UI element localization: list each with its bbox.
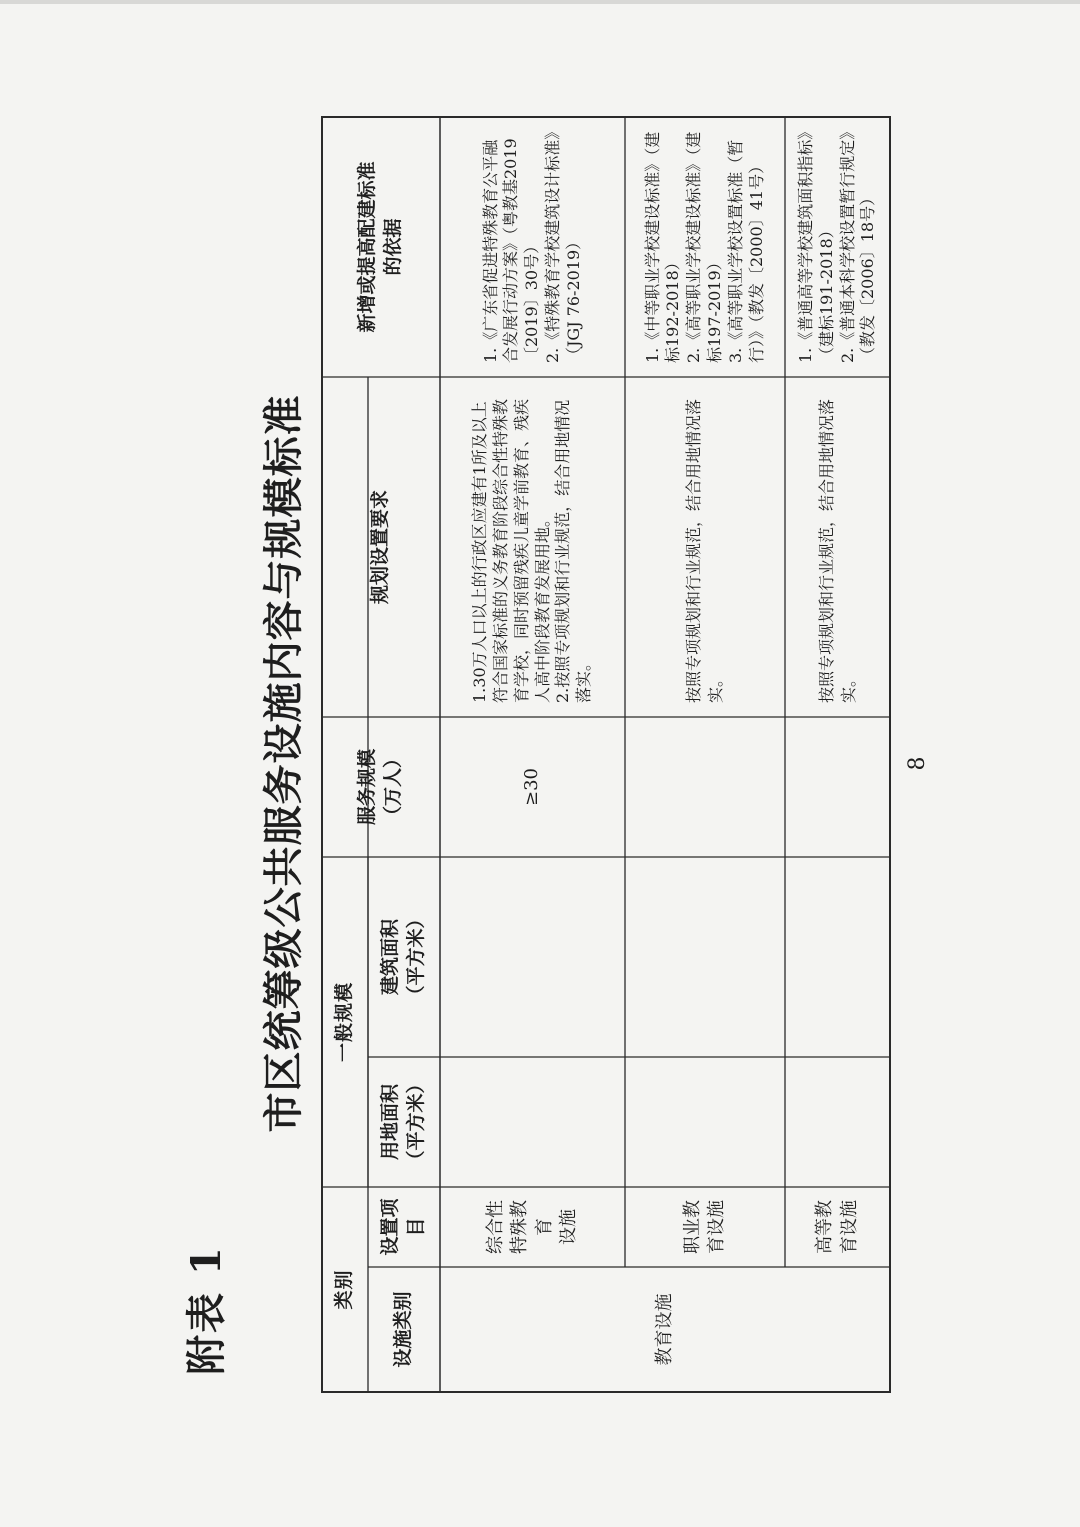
header-category: 类别 xyxy=(333,1269,356,1310)
header-service-scale: 服务规模 （万人） xyxy=(356,749,404,826)
header-item: 设置项目 xyxy=(379,1198,427,1256)
header-land-area: 用地面积 （平方米） xyxy=(379,1074,427,1170)
row-1-land-area xyxy=(440,1057,625,1187)
header-building-area: 建筑面积 （平方米） xyxy=(379,909,427,1005)
row-3-land-area xyxy=(785,1057,890,1187)
page-number: 8 xyxy=(905,756,930,771)
row-2-land-area xyxy=(625,1057,785,1187)
row-2-service-scale xyxy=(625,717,785,857)
row-3-item: 高等教育设施 xyxy=(814,1200,860,1254)
row-2-building-area xyxy=(625,857,785,1057)
row-2-planning-requirements: 按照专项规划和行业规范，结合用地情况落实。 xyxy=(684,398,725,703)
row-1-building-area xyxy=(440,857,625,1057)
row-1-item: 综合性特殊教育 设施 xyxy=(484,1200,579,1254)
row-3-basis: 1.《普通高等学校建筑面积指标》（建标191-2018） 2.《普通本科学校设置暂行规定》（教发〔2006〕18号） xyxy=(795,131,878,363)
header-planning-requirements: 规划设置要求 xyxy=(369,490,392,605)
row-3-planning-requirements: 按照专项规划和行业规范，结合用地情况落实。 xyxy=(816,398,858,703)
row-1-service-scale: ≥30 xyxy=(521,768,543,806)
row-2-item: 职业教育设施 xyxy=(681,1200,727,1254)
header-basis: 新增或提高配建标准 的依据 xyxy=(356,161,404,333)
row-3-service-scale xyxy=(785,717,890,857)
header-general-scale: 一般规模 xyxy=(333,982,356,1063)
row-2-basis: 1.《中等职业学校建设标准》（建标192-2018） 2.《高等职业学校建设标准》（建标197-2019） 3.《高等职业学校设置标准（暂行）》（教发〔2000〕41号） xyxy=(642,131,766,363)
doc-title: 市区统筹级公共服务设施内容与规模标准 xyxy=(260,394,307,1133)
doc-label: 附表 1 xyxy=(183,1245,230,1375)
header-facility-type: 设施类别 xyxy=(392,1291,415,1368)
facility-group-education: 教育设施 xyxy=(653,1293,675,1366)
row-1-planning-requirements: 1.30万人口以上的行政区应建有1所及以上符合国家标准的义务教育阶段综合性特殊教育学校，同时预留残疾儿童学前教育、残疾人高中阶段教育发展用地。 2.按照专项规划和行业规范，结合用地情况落实。 xyxy=(470,398,594,703)
row-1-basis: 1.《广东省促进特殊教育公平融合发展行动方案》（粤教基2019〔2019〕30号） 2.《特殊教育学校建筑设计标准》（JGJ 76-2019） xyxy=(480,131,583,363)
row-3-building-area xyxy=(785,857,890,1057)
